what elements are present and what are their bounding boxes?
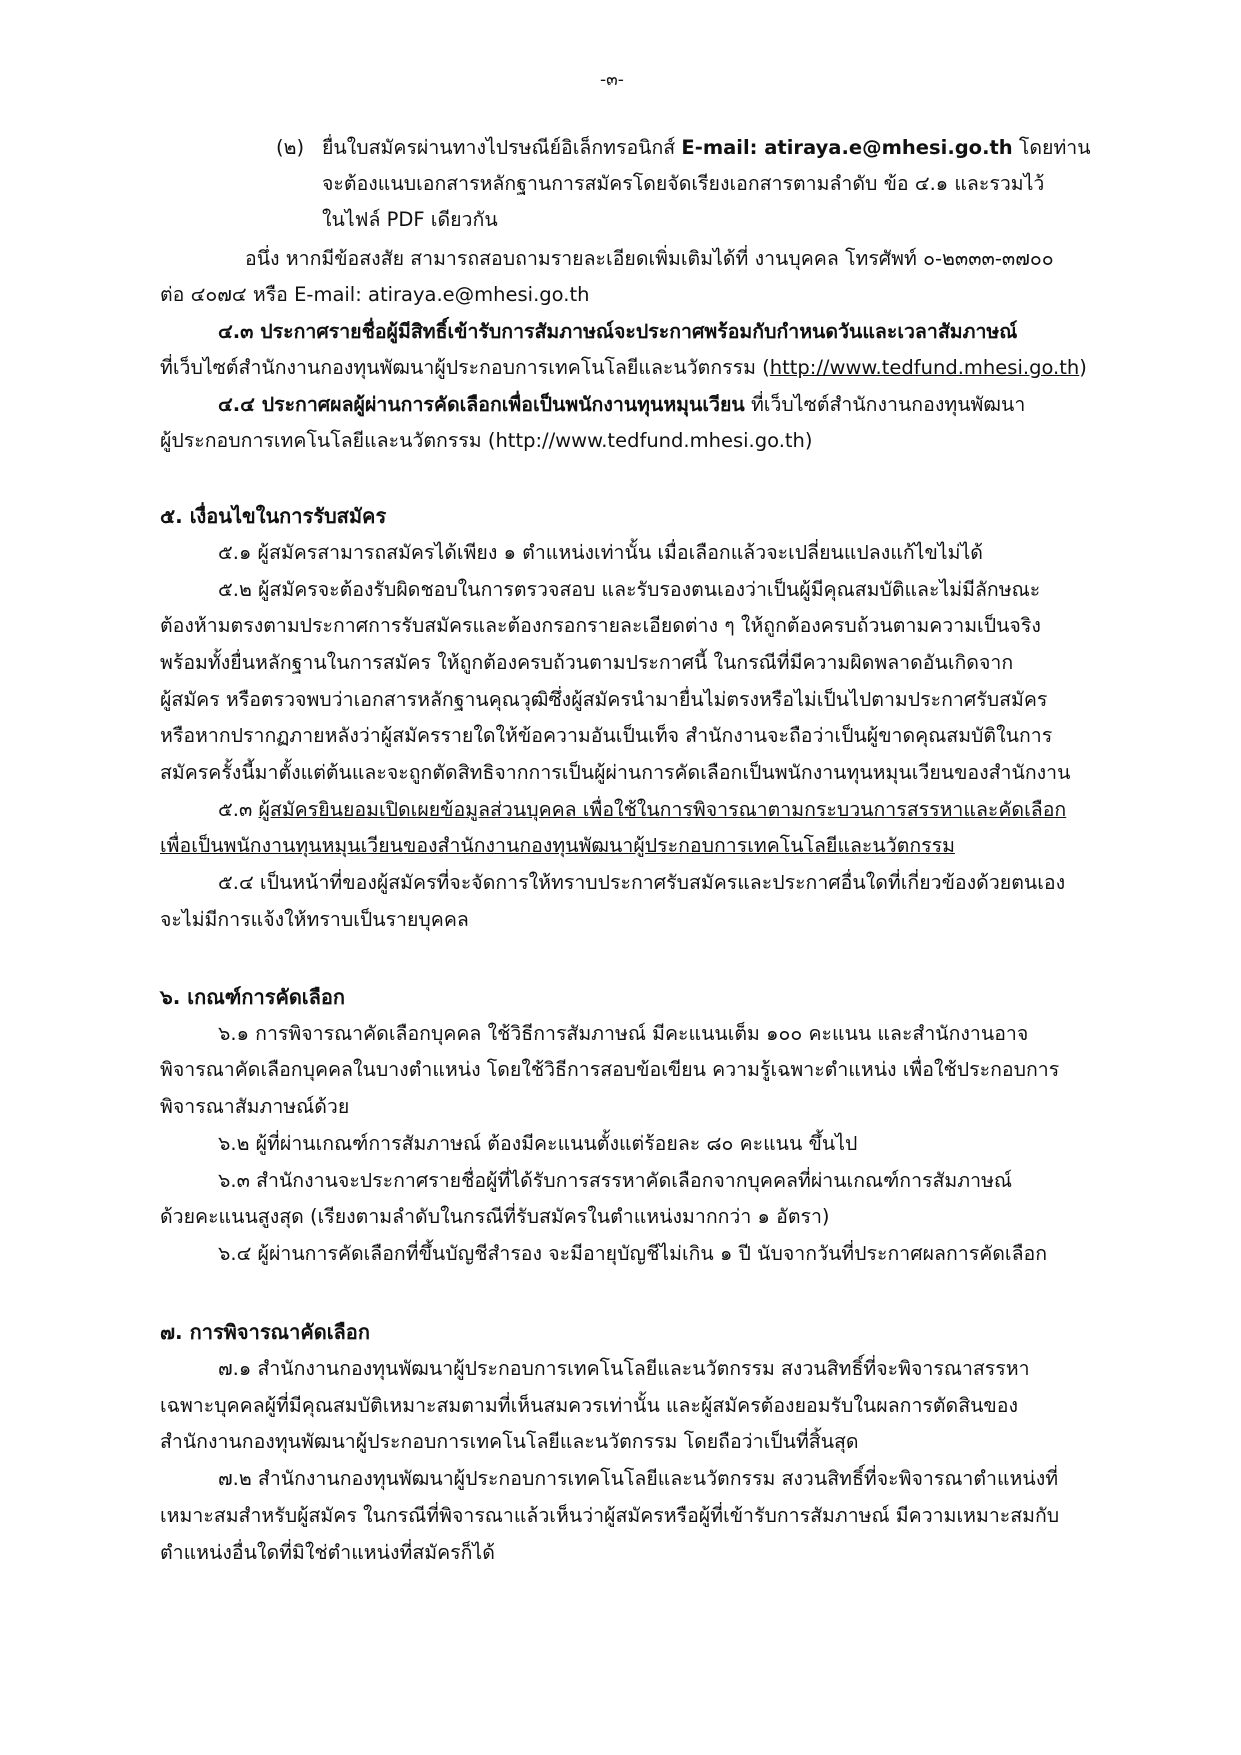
section-7-title: ๗. การพิจารณาคัดเลือก xyxy=(160,1320,370,1344)
item-2-line-2: จะต้องแนบเอกสารหลักฐานการสมัครโดยจัดเรียงเอกสารตามลำดับ ข้อ ๔.๑ และรวมไว้ xyxy=(322,172,1045,195)
section-4-4-heading: ๔.๔ ประกาศผลผู้ผ่านการคัดเลือกเพื่อเป็นพนักงานทุนหมุนเวียน xyxy=(218,393,745,416)
section-6-title: ๖. เกณฑ์การคัดเลือก xyxy=(160,985,346,1009)
section-6-1-line-2: พิจารณาคัดเลือกบุคคลในบางตำแหน่ง โดยใช้วิธีการสอบข้อเขียน ความรู้เฉพาะตำแหน่ง เพื่อใช้ประกอบการ xyxy=(160,1058,1060,1081)
section-5-3-line-1 xyxy=(218,792,1066,828)
contact-line-1: อนึ่ง หากมีข้อสงสัย สามารถสอบถามรายละเอียดเพิ่มเติมได้ที่ งานบุคคล โทรศัพท์ ๐-๒๓๓๓-๓๗๐๐ xyxy=(245,247,1054,270)
section-4-3-text: ที่เว็บไซต์สำนักงานกองทุนพัฒนาผู้ประกอบการเทคโนโลยีและนวัตกรรม ( xyxy=(160,356,770,379)
page-number: -๓- xyxy=(600,70,624,90)
section-5-4-line-1: ๕.๔ เป็นหน้าที่ของผู้สมัครที่จะจัดการให้ทราบประกาศรับสมัครและประกาศอื่นใดที่เกี่ยวข้องด้วยตนเอง xyxy=(218,871,1066,894)
section-6-2: ๖.๒ ผู้ที่ผ่านเกณฑ์การสัมภาษณ์ ต้องมีคะแนนตั้งแต่ร้อยละ ๘๐ คะแนน ขึ้นไป xyxy=(218,1132,858,1155)
section-4-4-line-2: ผู้ประกอบการเทคโนโลยีและนวัตกรรม (http://www.tedfund.mhesi.go.th) xyxy=(160,429,813,452)
section-5-2-line-3: พร้อมทั้งยื่นหลักฐานในการสมัคร ให้ถูกต้องครบถ้วนตามประกาศนี้ ในกรณีที่มีความผิดพลาดอันเกิดจาก xyxy=(160,651,1014,674)
section-6-1-line-3: พิจารณาสัมภาษณ์ด้วย xyxy=(160,1095,350,1118)
section-7-1-line-1: ๗.๑ สำนักงานกองทุนพัฒนาผู้ประกอบการเทคโนโลยีและนวัตกรรม สงวนสิทธิ์ที่จะพิจารณาสรรหา xyxy=(218,1357,1030,1380)
section-6-3-line-2: ด้วยคะแนนสูงสุด (เรียงตามลำดับในกรณีที่รับสมัครในตำแหน่งมากกว่า ๑ อัตรา) xyxy=(160,1205,830,1228)
section-5-2-line-5: หรือหากปรากฏภายหลังว่าผู้สมัครรายใดให้ข้อความอันเป็นเท็จ สำนักงานจะถือว่าเป็นผู้ขาดคุณสมบัติในการ xyxy=(160,724,1053,747)
section-4-4-text: ที่เว็บไซต์สำนักงานกองทุนพัฒนา xyxy=(750,393,1026,416)
section-4-4-line-1 xyxy=(218,387,1025,423)
section-7-1-line-3: สำนักงานกองทุนพัฒนาผู้ประกอบการเทคโนโลยีและนวัตกรรม โดยถือว่าเป็นที่สิ้นสุด xyxy=(160,1430,859,1453)
section-5-title: ๕. เงื่อนไขในการรับสมัคร xyxy=(160,504,387,528)
section-6-4: ๖.๔ ผู้ผ่านการคัดเลือกที่ขึ้นบัญชีสำรอง จะมีอายุบัญชีไม่เกิน ๑ ปี นับจากวันที่ประกาศผลการคัดเลือก xyxy=(218,1242,1048,1265)
section-7-2-line-2: เหมาะสมสำหรับผู้สมัคร ในกรณีที่พิจารณาแล้วเห็นว่าผู้สมัครหรือผู้ที่เข้ารับการสัมภาษณ์ มีความเหมาะสมกับ xyxy=(160,1504,1060,1527)
section-5-3-number: ๕.๓ xyxy=(218,798,253,821)
tedfund-link[interactable]: http://www.tedfund.mhesi.go.th xyxy=(769,356,1080,379)
section-5-3-underlined: ผู้สมัครยินยอมเปิดเผยข้อมูลส่วนบุคคล เพื่อใช้ในการพิจารณาตามกระบวนการสรรหาและคัดเลือก xyxy=(258,798,1067,821)
item-2-line-3: ในไฟล์ PDF เดียวกัน xyxy=(322,208,498,231)
section-7-2-line-1: ๗.๒ สำนักงานกองทุนพัฒนาผู้ประกอบการเทคโนโลยีและนวัตกรรม สงวนสิทธิ์ที่จะพิจารณาตำแหน่งที่ xyxy=(218,1467,1059,1490)
section-5-2-line-2: ต้องห้ามตรงตามประกาศการรับสมัครและต้องกรอกรายละเอียดต่าง ๆ ให้ถูกต้องครบถ้วนตามความเป็นจริง xyxy=(160,614,1041,637)
section-4-3-text-tail: ) xyxy=(1079,356,1087,379)
section-5-2-line-1: ๕.๒ ผู้สมัครจะต้องรับผิดชอบในการตรวจสอบ และรับรองตนเองว่าเป็นผู้มีคุณสมบัติและไม่มีลักษณะ xyxy=(218,578,1041,601)
item-2-text-tail: โดยท่าน xyxy=(1018,136,1091,159)
section-5-4-line-2: จะไม่มีการแจ้งให้ทราบเป็นรายบุคคล xyxy=(160,908,469,931)
section-6-3-line-1: ๖.๓ สำนักงานจะประกาศรายชื่อผู้ที่ได้รับการสรรหาคัดเลือกจากบุคคลที่ผ่านเกณฑ์การสัมภาษณ์ xyxy=(218,1169,1013,1192)
contact-line-2: ต่อ ๔๐๗๔ หรือ E-mail: atiraya.e@mhesi.go.th xyxy=(160,283,590,306)
item-2-marker: (๒) xyxy=(276,136,305,159)
section-5-2-line-6: สมัครครั้งนี้มาตั้งแต่ต้นและจะถูกตัดสิทธิจากการเป็นผู้ผ่านการคัดเลือกเป็นพนักงานทุนหมุนเวียนของสำนักงาน xyxy=(160,761,1071,784)
item-2-line-1 xyxy=(322,130,1091,166)
item-2-email[interactable]: E-mail: atiraya.e@mhesi.go.th xyxy=(681,136,1013,159)
section-7-2-line-3: ตำแหน่งอื่นใดที่มิใช่ตำแหน่งที่สมัครก็ได้ xyxy=(160,1541,495,1564)
section-4-3-line-2 xyxy=(160,350,1087,386)
section-5-1: ๕.๑ ผู้สมัครสามารถสมัครได้เพียง ๑ ตำแหน่งเท่านั้น เมื่อเลือกแล้วจะเปลี่ยนแปลงแก้ไขไม่ได้ xyxy=(218,541,983,564)
section-5-2-line-4: ผู้สมัคร หรือตรวจพบว่าเอกสารหลักฐานคุณวุฒิซึ่งผู้สมัครนำมายื่นไม่ตรงหรือไม่เป็นไปตามประกาศรับสมัคร xyxy=(160,688,1048,711)
section-4-3-heading: ๔.๓ ประกาศรายชื่อผู้มีสิทธิ์เข้ารับการสัมภาษณ์จะประกาศพร้อมกับกำหนดวันและเวลาสัมภาษณ์ xyxy=(218,320,1018,343)
section-6-1-line-1: ๖.๑ การพิจารณาคัดเลือกบุคคล ใช้วิธีการสัมภาษณ์ มีคะแนนเต็ม ๑๐๐ คะแนน และสำนักงานอาจ xyxy=(218,1022,1029,1045)
section-5-3-line-2: เพื่อเป็นพนักงานทุนหมุนเวียนของสำนักงานกองทุนพัฒนาผู้ประกอบการเทคโนโลยีและนวัตกรรม xyxy=(160,834,955,857)
section-7-1-line-2: เฉพาะบุคคลผู้ที่มีคุณสมบัติเหมาะสมตามที่เห็นสมควรเท่านั้น และผู้สมัครต้องยอมรับในผลการตัดสินของ xyxy=(160,1394,1018,1417)
item-2-text: ยื่นใบสมัครผ่านทางไปรษณีย์อิเล็กทรอนิกส์ xyxy=(322,136,676,159)
